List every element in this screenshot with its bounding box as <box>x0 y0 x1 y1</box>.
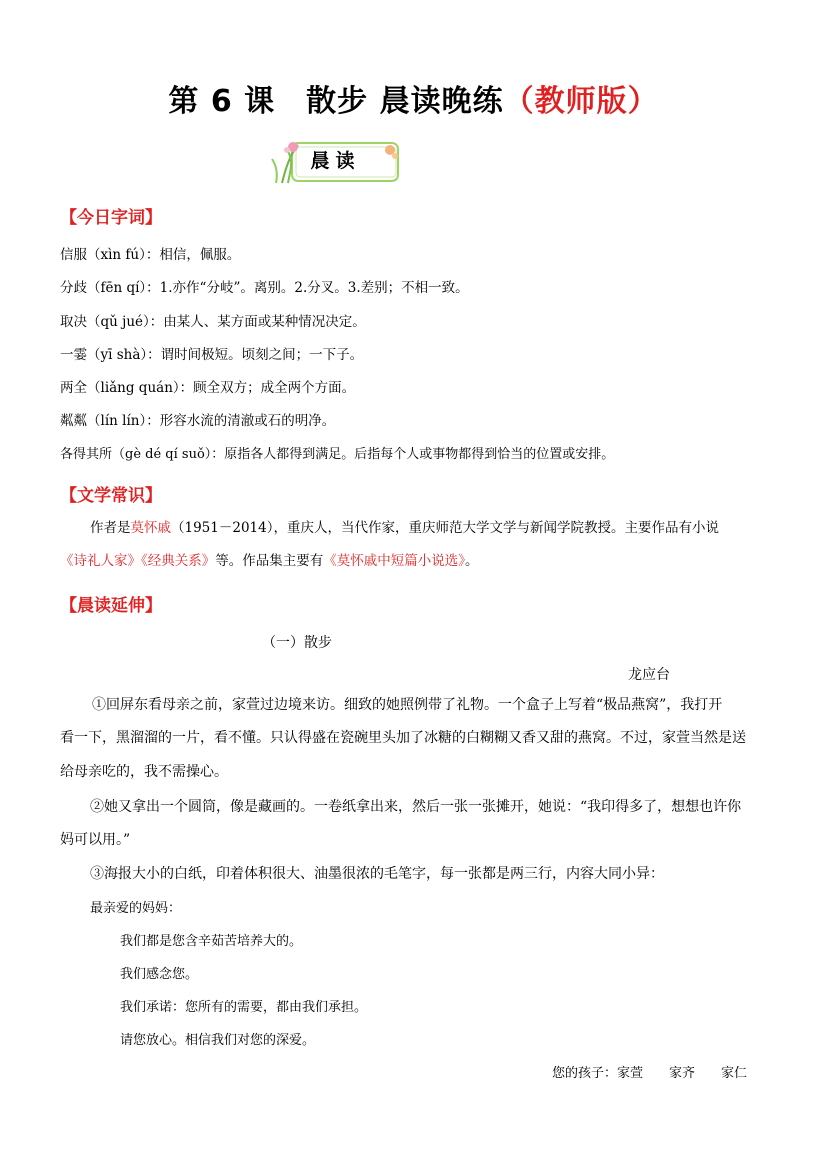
vocab-item: 粼粼（lín lín）：形容水流的清澈或石的明净。 <box>60 413 336 429</box>
letter-greeting: 最亲爱的妈妈： <box>90 901 182 916</box>
author-name: 莫怀戚 <box>130 520 171 536</box>
banner-label: 晨读 <box>310 150 361 172</box>
paragraph-line: ②她又拿出一个圆筒，像是藏画的。一卷纸拿出来，然后一张一张摊开，她说：“我印得多了，想想也许你 <box>90 799 742 815</box>
article-author: 龙应台 <box>628 667 670 683</box>
letter-line: 请您放心。相信我们对您的深爱。 <box>120 1033 316 1048</box>
work-title: 《经典关系》 <box>141 553 216 569</box>
paragraph-line: ①回屏东看母亲之前，家萱过边境来访。细致的她照例带了礼物。一个盒子上写着“极品燕窝”，我打开 <box>92 697 723 713</box>
work-title: 《诗礼人家》 <box>60 553 141 569</box>
letter-line: 我们感念您。 <box>120 967 199 982</box>
letter-signature: 您的孩子：家萱 家齐 家仁 <box>552 1066 748 1081</box>
literature-text: 作者是 <box>90 520 131 536</box>
morning-reading-banner <box>268 137 403 185</box>
vocab-item: 分歧（fēn qí）：1.亦作“分岐”。离别。2.分叉。3.差别；不相一致。 <box>60 280 469 296</box>
letter-line: 我们都是您含辛茹苦培养大的。 <box>120 934 303 949</box>
vocab-item: 各得其所（gè dé qí suǒ）：原指各人都得到满足。后指每个人或事物都得到恰当的位置或安排。 <box>60 447 615 462</box>
page-title <box>0 76 827 120</box>
vocab-item: 取决（qǔ jué）：由某人、某方面或某种情况决定。 <box>60 314 366 330</box>
vocab-item: 信服（xìn fú）：相信，佩服。 <box>60 247 241 263</box>
work-title: 《莫怀戚中短篇小说选》 <box>323 553 465 569</box>
paragraph-line: 给母亲吃的，我不需操心。 <box>60 764 228 780</box>
literature-text: 。 <box>465 553 479 569</box>
letter-line: 我们承诺：您所有的需要，都由我们承担。 <box>120 1000 368 1015</box>
section-literature-heading: 【文学常识】 <box>60 486 162 506</box>
section-extension-heading: 【晨读延伸】 <box>60 596 162 616</box>
literature-text: （1951－2014），重庆人，当代作家，重庆师范大学文学与新闻学院教授。主要作品有小说 <box>171 520 719 536</box>
title-main: 第 6 课 散步 晨读晚练 <box>168 84 504 119</box>
literature-text: 等。作品集主要有 <box>215 553 324 569</box>
vocab-item: 两全（liǎng quán）：顾全双方；成全两个方面。 <box>60 380 356 396</box>
vocab-item: 一霎（yī shà）：谓时间极短。顷刻之间；一下子。 <box>60 347 364 363</box>
literature-line-1 <box>90 512 719 544</box>
title-suffix: （教师版） <box>503 84 659 119</box>
paragraph-line: 妈可以用。” <box>60 832 131 848</box>
paragraph-line: ③海报大小的白纸，印着体积很大、油墨很浓的毛笔字，每一张都是两三行，内容大同小异： <box>90 866 664 882</box>
article-heading: （一）散步 <box>262 635 332 651</box>
section-vocab-heading: 【今日字词】 <box>60 208 162 228</box>
literature-line-2 <box>60 545 479 577</box>
paragraph-line: 看一下，黑溜溜的一片，看不懂。只认得盛在瓷碗里头加了冰糖的白糊糊又香又甜的燕窝。不过，家萱当然是送 <box>60 730 746 746</box>
